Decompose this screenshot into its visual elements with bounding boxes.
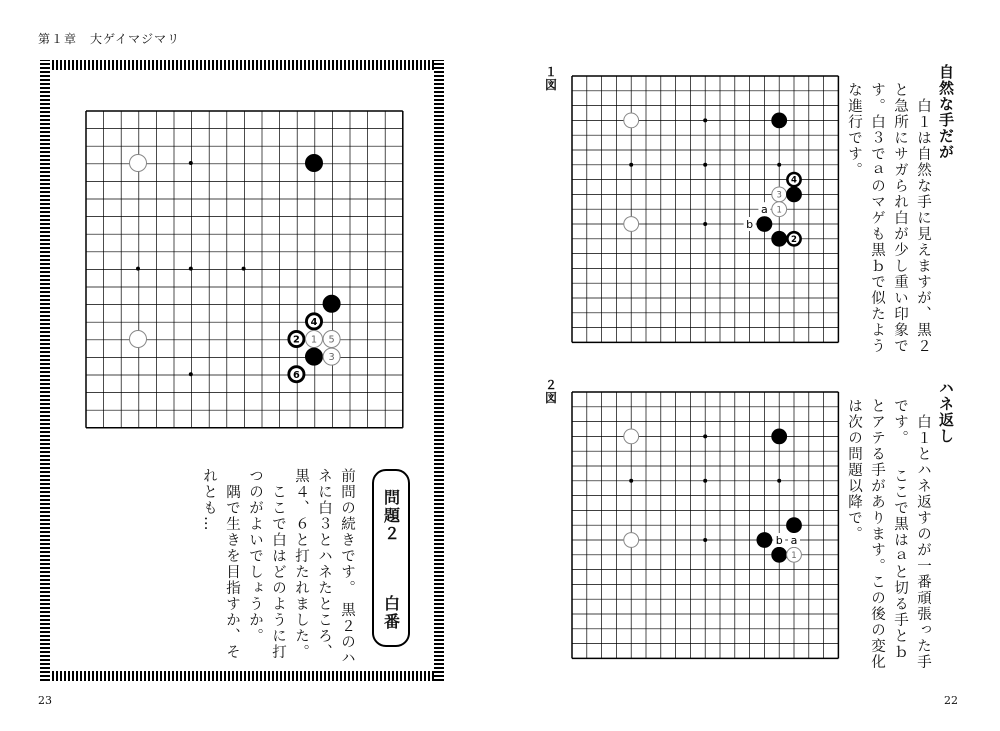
chapter-header: 第１章 大ゲイマジマリ <box>38 32 181 46</box>
figure2-word: 図 <box>544 391 557 405</box>
star-point <box>136 267 140 271</box>
figure1-label <box>541 66 561 92</box>
star-point <box>703 222 707 226</box>
black-stone <box>772 429 787 444</box>
star-point <box>777 163 781 167</box>
stone-number: 1 <box>310 334 318 346</box>
page-number-right: 22 <box>944 694 958 707</box>
black-stone <box>323 295 340 312</box>
black-stone <box>306 348 323 365</box>
stone-number: 5 <box>328 334 335 346</box>
figure2-label <box>541 379 561 405</box>
stone-number: 3 <box>328 352 335 364</box>
star-point <box>777 479 781 483</box>
stone-number: 2 <box>293 334 300 346</box>
figure2-board-grid <box>572 392 838 658</box>
star-point <box>242 267 246 271</box>
star-point <box>703 538 707 542</box>
black-stone <box>787 518 802 533</box>
star-point <box>629 163 633 167</box>
problem-title: 問題２ <box>381 489 401 543</box>
star-point <box>703 479 707 483</box>
stone-number: 1 <box>791 550 797 561</box>
white-stone <box>130 155 147 172</box>
figure2-number: ２ <box>544 378 557 392</box>
star-point <box>189 267 193 271</box>
stone-number: 4 <box>791 175 797 186</box>
star-point <box>703 434 707 438</box>
stone-number: 6 <box>293 369 300 381</box>
star-point <box>703 163 707 167</box>
frame-right-border <box>434 60 444 681</box>
black-stone <box>772 231 787 246</box>
figure1-heading: 自然な手だが <box>937 64 955 160</box>
figure1-word: 図 <box>544 78 557 92</box>
figure1-text: 白１は自然な手に見えますが、黒２と急所にサガられ白が少し重い印象です。白３でａのマゲも黒ｂで似たような進行です。 <box>846 82 931 354</box>
frame-left-border <box>40 60 50 681</box>
board-label: b <box>746 218 754 231</box>
black-stone <box>772 547 787 562</box>
frame-top-border <box>40 60 444 70</box>
star-point <box>189 161 193 165</box>
white-stone <box>624 533 639 548</box>
problem-side-to-move: 白番 <box>381 595 401 631</box>
figure1-board-grid <box>572 76 838 342</box>
black-stone <box>787 187 802 202</box>
problem-board-grid <box>86 111 403 428</box>
white-stone <box>130 331 147 348</box>
black-stone <box>757 533 772 548</box>
star-point <box>189 372 193 376</box>
board-label: a <box>790 534 798 547</box>
stone-number: 2 <box>791 234 797 245</box>
figure2-text: 白１とハネ返すのが一番頑張った手です。 ここで黒はａと切る手とｂとアテる手があります。この後の変化は次の問題以降で。 <box>846 398 931 670</box>
black-stone <box>772 113 787 128</box>
board-label: a <box>761 203 768 217</box>
stone-number: 1 <box>776 205 782 216</box>
stone-number: 3 <box>776 190 782 201</box>
white-stone <box>624 113 639 128</box>
problem-text: 前問の続きです。 黒２のハネに白３とハネたところ、黒４、６と打たれました。 ここで白はどのように打つのがよいでしょうか。 隅で生きを目指すか、それとも… <box>201 468 355 667</box>
white-stone <box>624 429 639 444</box>
figure1-go-board <box>570 74 840 344</box>
star-point <box>629 479 633 483</box>
stone-number: 4 <box>310 316 318 328</box>
star-point <box>703 118 707 122</box>
white-stone <box>624 217 639 232</box>
problem-title-box <box>372 469 410 647</box>
figure2-heading: ハネ返し <box>937 380 955 444</box>
problem-go-board <box>70 96 420 441</box>
figure2-go-board <box>570 390 840 660</box>
figure1-number: １ <box>544 65 557 79</box>
page-number-left: 23 <box>38 694 52 707</box>
black-stone <box>757 217 772 232</box>
board-label: b <box>775 534 783 547</box>
black-stone <box>306 155 323 172</box>
